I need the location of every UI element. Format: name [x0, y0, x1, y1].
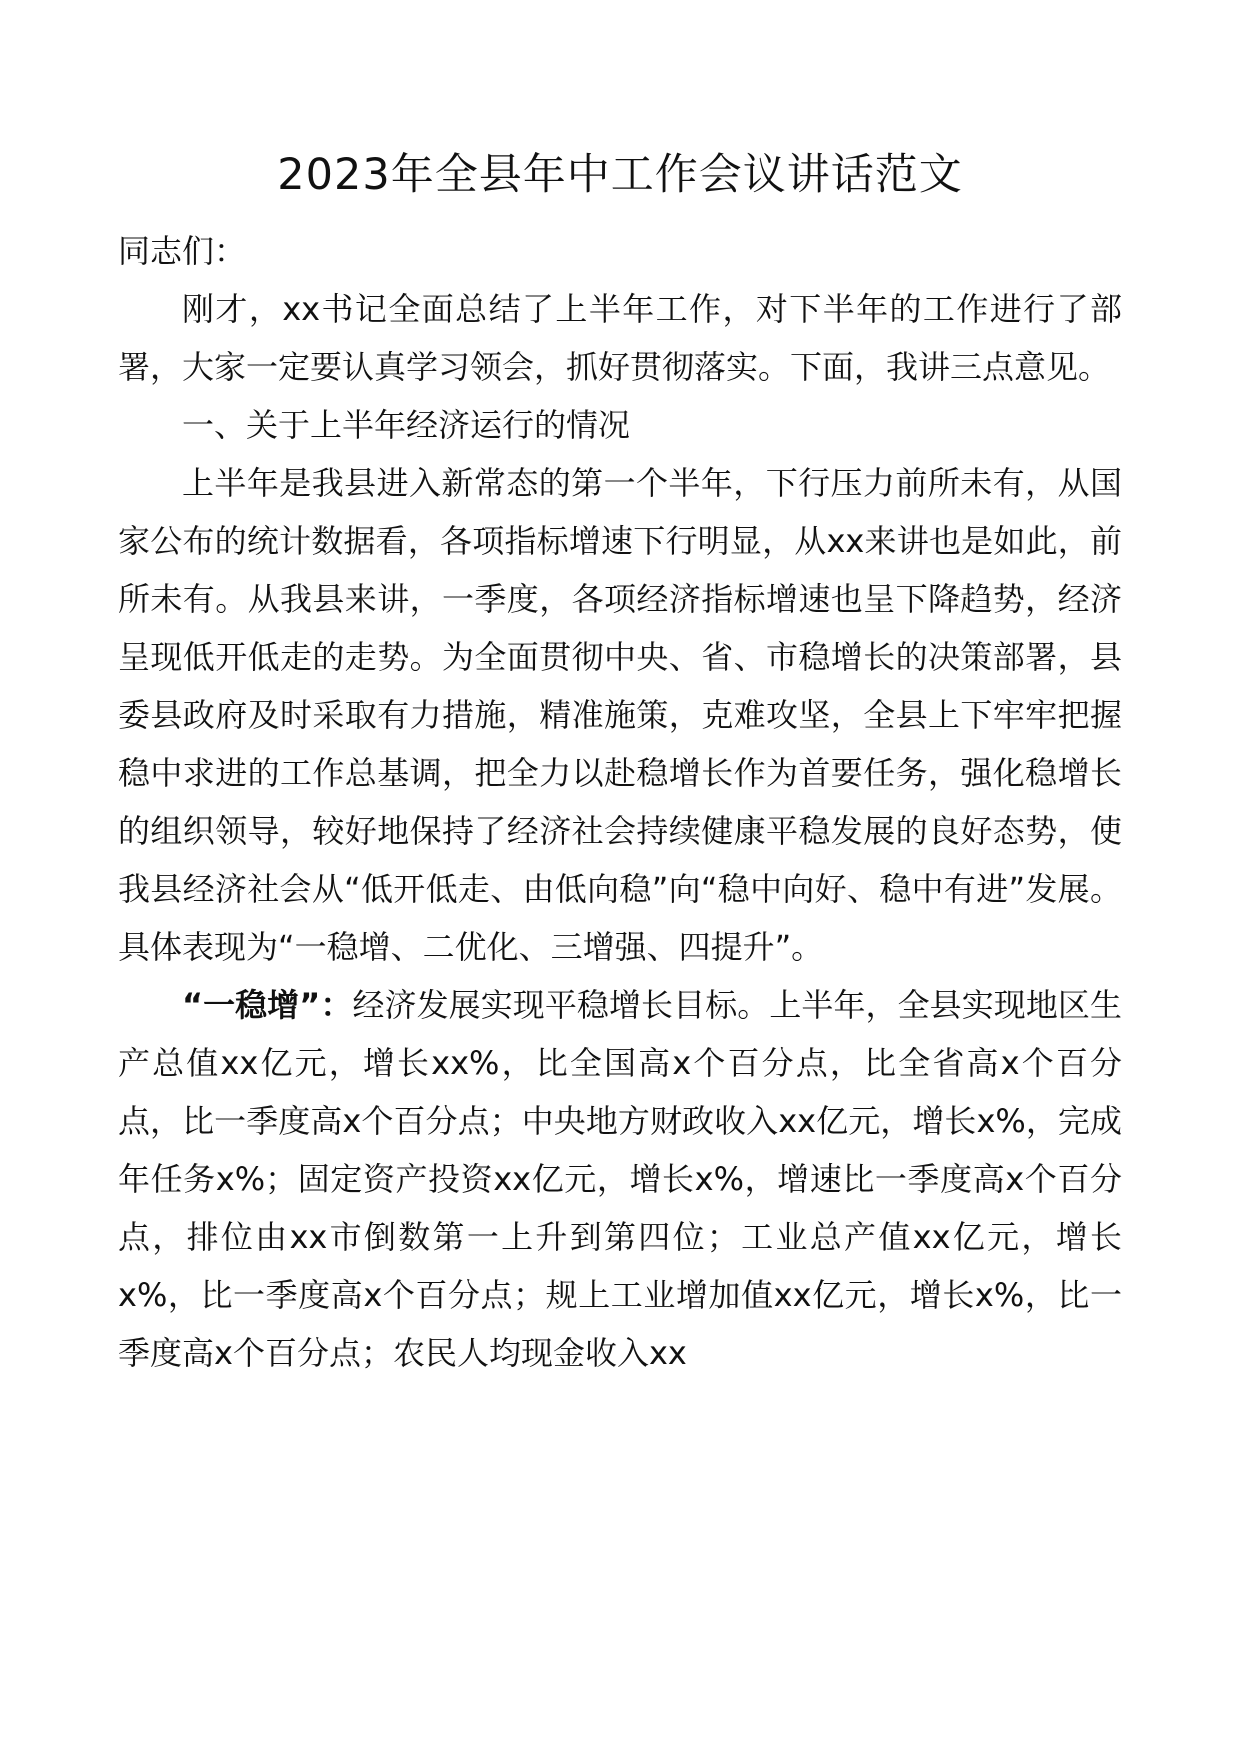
section-heading: 一、关于上半年经济运行的情况: [182, 406, 631, 444]
intro-paragraph: 刚才，xx书记全面总结了上半年工作，对下半年的工作进行了部署，大家一定要认真学习领会，抓好贯彻落实。下面，我讲三点意见。: [118, 290, 1122, 386]
page-title: 2023年全县年中工作会议讲话范文: [277, 150, 963, 200]
point-text: 经济发展实现平稳增长目标。上半年，全县实现地区生产总值xx亿元，增长xx%，比全国高x个百分点，比全省高x个百分点，比一季度高x个百分点；中央地方财政收入xx亿元，增长x%，完成年任务x%；固定资产投资xx亿元，增长x%，增速比一季度高x个百分点，排位由xx市倒数第一上升到第四位；工业总产值xx亿元，增长x%，比一季度高x个百分点；规上工业增加值xx亿元，增长x%，比一季度高x个百分点；农民人均现金收入xx: [118, 986, 1122, 1372]
salutation: 同志们：: [118, 232, 247, 270]
section-paragraph: 上半年是我县进入新常态的第一个半年，下行压力前所未有，从国家公布的统计数据看，各项指标增速下行明显，从xx来讲也是如此，前所未有。从我县来讲，一季度，各项经济指标增速也呈下降趋势，经济呈现低开低走的走势。为全面贯彻中央、省、市稳增长的决策部署，县委县政府及时采取有力措施，精准施策，克难攻坚，全县上下牢牢把握稳中求进的工作总基调，把全力以赴稳增长作为首要任务，强化稳增长的组织领导，较好地保持了经济社会持续健康平稳发展的良好态势，使我县经济社会从“低开低走、由低向稳”向“稳中向好、稳中有进”发展。具体表现为“一稳增、二优化、三增强、四提升”。: [118, 464, 1122, 966]
point-lead: “一稳增”：: [182, 986, 353, 1024]
document-body: [118, 222, 1122, 1382]
point-paragraph: [118, 976, 1122, 1382]
